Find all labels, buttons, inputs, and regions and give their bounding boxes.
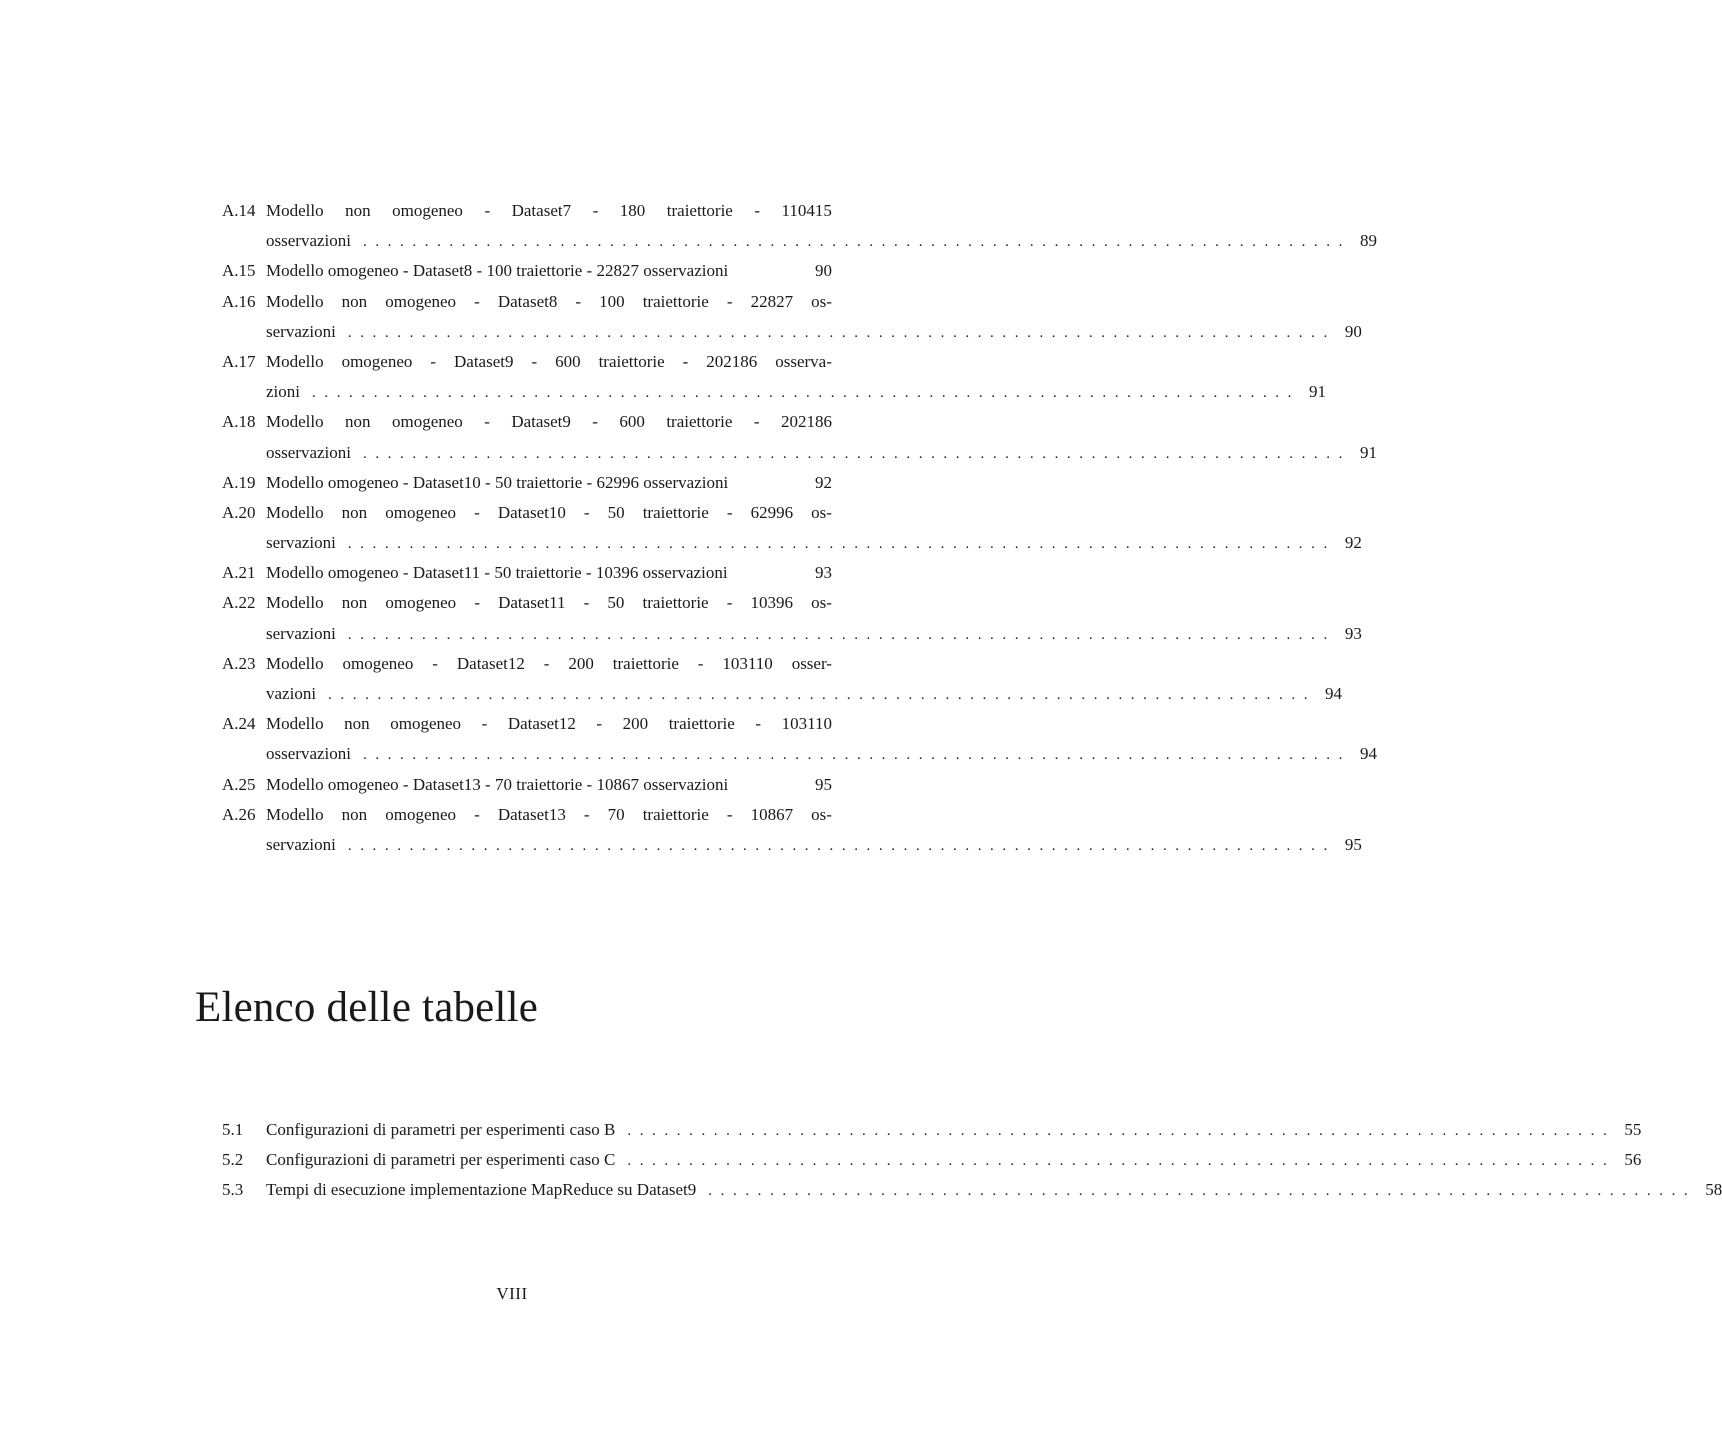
entry-title: Modello non omogeneo - Dataset9 - 600 traiettorie - 202186 <box>266 412 832 432</box>
entry-page-number: 90 <box>1344 321 1362 341</box>
entry-number: A.17 <box>222 351 256 371</box>
dot-leader: ................................................................................ <box>347 324 1336 341</box>
toc-line <box>222 256 832 286</box>
entry-title: Configurazioni di parametri per esperimenti caso B <box>266 1120 616 1139</box>
toc-line <box>222 800 832 830</box>
dot-leader: ................................................................................ <box>362 747 1351 764</box>
toc-entry[interactable] <box>222 196 1377 256</box>
toc-entry[interactable] <box>222 770 832 800</box>
entry-title: servazioni <box>266 321 336 341</box>
entry-title: osservazioni <box>266 231 351 251</box>
entry-number: A.16 <box>222 291 256 311</box>
toc-line <box>222 739 1377 769</box>
entry-number: A.19 <box>222 472 256 492</box>
entry-page-number: 92 <box>815 472 832 492</box>
entry-title: osservazioni <box>266 744 351 764</box>
toc-line <box>222 287 832 317</box>
list-of-tables-heading: Elenco delle tabelle <box>195 984 539 1031</box>
toc-line <box>222 498 832 528</box>
entry-title: Tempi di esecuzione implementazione MapReduce su Dataset9 <box>266 1180 697 1200</box>
toc-line <box>222 468 832 498</box>
entry-title: Modello omogeneo - Dataset13 - 70 traiettorie - 10867 osservazioni <box>266 774 729 794</box>
entry-title: Modello omogeneo - Dataset12 - 200 traiettorie - 103110 osser- <box>266 653 832 673</box>
toc-line <box>222 619 1362 649</box>
entry-title: Modello omogeneo - Dataset11 - 50 traiettorie - 10396 osservazioni <box>266 563 728 583</box>
toc-line <box>222 830 1362 860</box>
entry-number: 5.2 <box>222 1150 244 1170</box>
toc-line <box>222 679 1343 709</box>
entry-page-number: 91 <box>1359 442 1377 462</box>
toc-entry[interactable] <box>222 1115 1642 1145</box>
entry-number: A.26 <box>222 804 256 824</box>
dot-leader: ................................................................................ <box>627 1153 1616 1170</box>
page-number: VIII <box>496 1284 528 1303</box>
toc-line <box>222 709 832 739</box>
entry-page-number: 89 <box>1359 231 1377 251</box>
entry-title: Modello non omogeneo - Dataset7 - 180 traiettorie - 110415 <box>266 201 832 220</box>
dot-leader: ................................................................................ <box>627 1123 1616 1139</box>
dot-leader: ................................................................................ <box>708 1183 1697 1200</box>
entry-page-number: 95 <box>1344 834 1362 854</box>
entry-title: osservazioni <box>266 442 351 462</box>
entry-title: Modello omogeneo - Dataset10 - 50 traiettorie - 62996 osservazioni <box>266 472 729 492</box>
entry-number: A.23 <box>222 653 256 673</box>
entry-title: servazioni <box>266 623 336 643</box>
entry-number: A.18 <box>222 412 256 432</box>
toc-entry[interactable] <box>222 588 1362 648</box>
dot-leader: ................................................................................ <box>347 536 1336 553</box>
entry-title: Modello omogeneo - Dataset8 - 100 traiettorie - 22827 osservazioni <box>266 261 729 281</box>
toc-line <box>222 588 832 618</box>
toc-line <box>222 770 832 800</box>
toc-entry[interactable] <box>222 468 832 498</box>
entry-page-number: 58 <box>1705 1180 1722 1200</box>
entry-title: Modello non omogeneo - Dataset11 - 50 traiettorie - 10396 os- <box>266 593 832 613</box>
toc-line <box>222 196 832 226</box>
dot-leader: ................................................................................ <box>362 445 1351 462</box>
list-of-figures-continued <box>222 196 1377 860</box>
toc-line <box>222 438 1377 468</box>
dot-leader: ................................................................................ <box>347 626 1336 643</box>
toc-entry[interactable] <box>222 256 832 286</box>
toc-entry[interactable] <box>222 558 832 588</box>
entry-page-number: 93 <box>1344 623 1362 643</box>
toc-line <box>222 558 832 588</box>
toc-entry[interactable] <box>222 347 1326 407</box>
entry-page-number: 55 <box>1624 1120 1642 1139</box>
entry-number: A.25 <box>222 774 256 794</box>
toc-line <box>222 649 832 679</box>
entry-title: Modello non omogeneo - Dataset8 - 100 traiettorie - 22827 os- <box>266 291 832 311</box>
toc-line <box>222 347 832 377</box>
entry-page-number: 94 <box>1359 744 1377 764</box>
entry-title: servazioni <box>266 834 336 854</box>
dot-leader: ................................................................................ <box>362 234 1351 251</box>
toc-entry[interactable] <box>222 709 1377 769</box>
entry-page-number: 93 <box>815 563 832 583</box>
entry-page-number: 94 <box>1325 684 1343 703</box>
dot-leader: ................................................................................ <box>312 385 1300 402</box>
entry-number: A.15 <box>222 261 256 281</box>
toc-line <box>222 317 1362 347</box>
toc-line <box>222 528 1362 558</box>
entry-title: Modello non omogeneo - Dataset13 - 70 traiettorie - 10867 os- <box>266 804 832 824</box>
toc-entry[interactable] <box>222 800 1362 860</box>
list-of-tables <box>222 1115 1722 1206</box>
entry-title: servazioni <box>266 533 336 553</box>
entry-page-number: 56 <box>1624 1150 1642 1170</box>
entry-title: zioni <box>266 382 300 402</box>
entry-number: A.20 <box>222 502 256 522</box>
entry-number: A.21 <box>222 563 256 583</box>
entry-number: A.22 <box>222 593 256 613</box>
toc-line <box>222 407 832 437</box>
entry-number: A.14 <box>222 201 256 220</box>
toc-entry[interactable] <box>222 649 1343 709</box>
toc-line <box>222 1175 1722 1205</box>
entry-number: A.24 <box>222 714 256 734</box>
entry-page-number: 92 <box>1344 533 1362 553</box>
toc-entry[interactable] <box>222 1145 1642 1175</box>
entry-title: Modello non omogeneo - Dataset12 - 200 traiettorie - 103110 <box>266 714 832 734</box>
toc-entry[interactable] <box>222 407 1377 467</box>
entry-page-number: 95 <box>815 774 832 794</box>
toc-line <box>222 1115 1642 1145</box>
toc-line <box>222 226 1377 256</box>
toc-line <box>222 1145 1642 1175</box>
entry-title: vazioni <box>266 684 317 703</box>
dot-leader: ................................................................................ <box>328 687 1317 703</box>
entry-title: Modello omogeneo - Dataset9 - 600 traiettorie - 202186 osserva- <box>266 351 832 371</box>
entry-number: 5.3 <box>222 1180 244 1200</box>
entry-page-number: 91 <box>1309 382 1326 402</box>
toc-entry[interactable] <box>222 287 1362 347</box>
entry-number: 5.1 <box>222 1120 244 1139</box>
entry-title: Modello non omogeneo - Dataset10 - 50 traiettorie - 62996 os- <box>266 502 832 522</box>
entry-page-number: 90 <box>815 261 832 281</box>
dot-leader: ................................................................................ <box>347 837 1336 854</box>
toc-entry[interactable] <box>222 498 1362 558</box>
entry-title: Configurazioni di parametri per esperimenti caso C <box>266 1150 616 1170</box>
toc-line <box>222 377 1326 407</box>
toc-entry[interactable] <box>222 1175 1722 1205</box>
